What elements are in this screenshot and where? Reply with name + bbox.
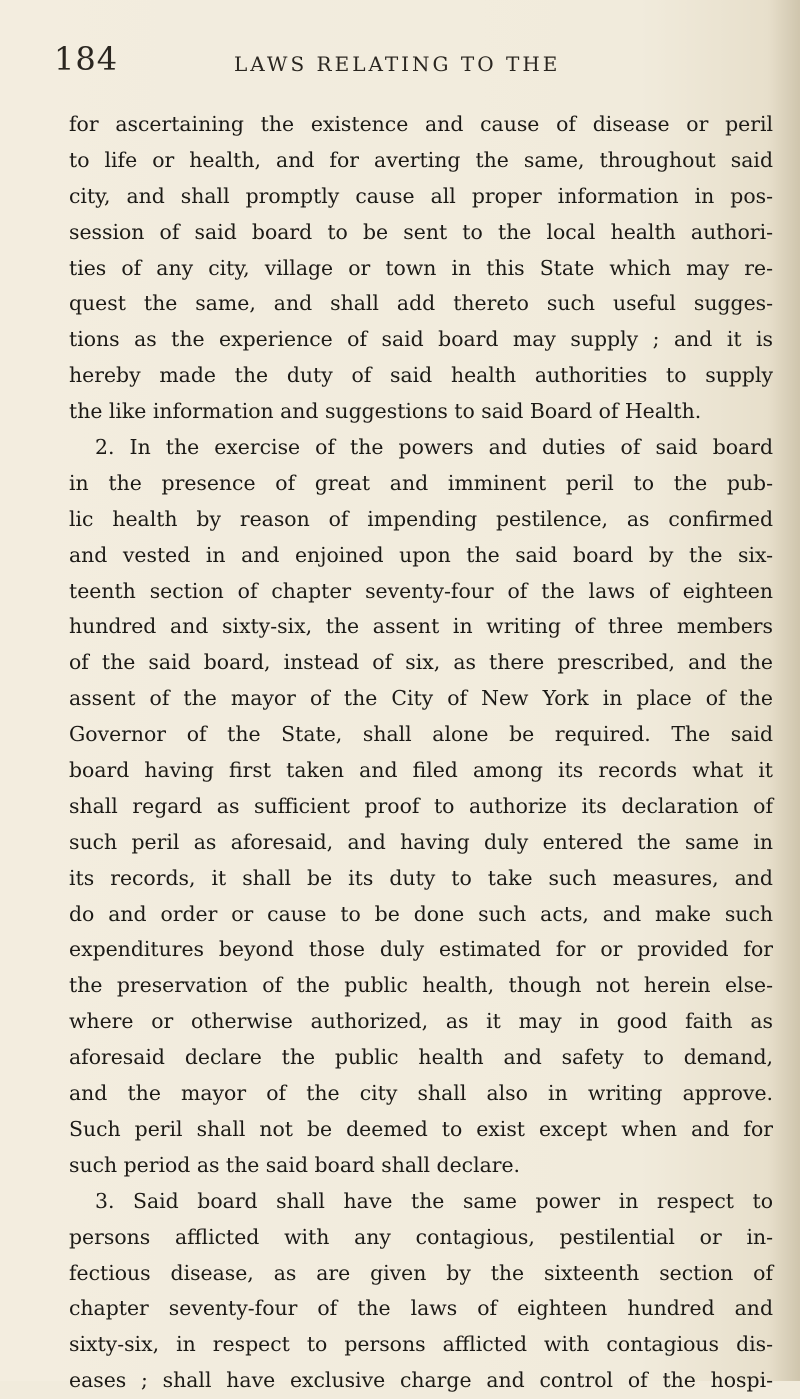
- text-line: fectious disease, as are given by the sixteenth section of: [69, 1260, 773, 1285]
- paragraph-3-start: 3. Said board shall have the same power in respect to: [95, 1188, 773, 1213]
- text-line: and the mayor of the city shall also in writing approve.: [69, 1081, 773, 1106]
- text-line: its records, it shall be its duty to take such measures, and: [69, 865, 773, 890]
- text-line: hereby made the duty of said health authorities to supply: [69, 363, 773, 388]
- text-line: hundred and sixty-six, the assent in writing of three members: [69, 614, 773, 639]
- page-header: [54, 36, 754, 84]
- text-line: where or otherwise authorized, as it may in good faith as: [69, 1009, 773, 1034]
- running-head: LAWS RELATING TO THE: [234, 52, 561, 76]
- text-line: expenditures beyond those duly estimated for or provided for: [69, 937, 773, 962]
- text-line: such peril as aforesaid, and having duly entered the same in: [69, 829, 773, 854]
- text-line: session of said board to be sent to the local health authori-: [69, 219, 773, 244]
- text-line: teenth section of chapter seventy-four of the laws of eighteen: [69, 578, 773, 603]
- text-line: in the presence of great and imminent peril to the pub-: [69, 470, 773, 495]
- text-line: persons afflicted with any contagious, pestilential or in-: [69, 1224, 773, 1249]
- text-line: assent of the mayor of the City of New York in place of the: [69, 686, 773, 711]
- text-line: ties of any city, village or town in this State which may re-: [69, 255, 773, 280]
- text-line: city, and shall promptly cause all proper information in pos-: [69, 183, 773, 208]
- text-line: chapter seventy-four of the laws of eighteen hundred and: [69, 1296, 773, 1321]
- text-line: aforesaid declare the public health and safety to demand,: [69, 1045, 773, 1070]
- text-line: for ascertaining the existence and cause of disease or peril: [69, 112, 773, 136]
- text-line: quest the same, and shall add thereto such useful sugges-: [69, 291, 773, 316]
- text-line: board having first taken and filed among its records what it: [69, 758, 773, 783]
- text-line: sixty-six, in respect to persons afflicted with contagious dis-: [69, 1332, 773, 1357]
- text-line: and vested in and enjoined upon the said board by the six-: [69, 542, 773, 567]
- text-line: Such peril shall not be deemed to exist except when and for: [69, 1116, 773, 1141]
- page-number: 184: [54, 40, 119, 78]
- text-line: do and order or cause to be done such acts, and make such: [69, 901, 773, 926]
- text-line: Governor of the State, shall alone be required. The said: [69, 722, 773, 747]
- text-line: shall regard as sufficient proof to authorize its declaration of: [69, 793, 773, 818]
- text-line: the like information and suggestions to said Board of Health.: [69, 399, 702, 424]
- text-line: eases ; shall have exclusive charge and control of the hospi-: [69, 1368, 773, 1393]
- text-line: the preservation of the public health, though not herein else-: [69, 973, 773, 998]
- text-line: of the said board, instead of six, as there prescribed, and the: [69, 650, 773, 675]
- body-text: [69, 107, 773, 1399]
- text-line: to life or health, and for averting the same, throughout said: [69, 147, 773, 172]
- paragraph-2-start: 2. In the exercise of the powers and duties of said board: [95, 435, 773, 460]
- text-line: such period as the said board shall declare.: [69, 1152, 521, 1177]
- text-line: tions as the experience of said board may supply ; and it is: [69, 327, 773, 352]
- text-line: lic health by reason of impending pestilence, as confirmed: [69, 506, 773, 531]
